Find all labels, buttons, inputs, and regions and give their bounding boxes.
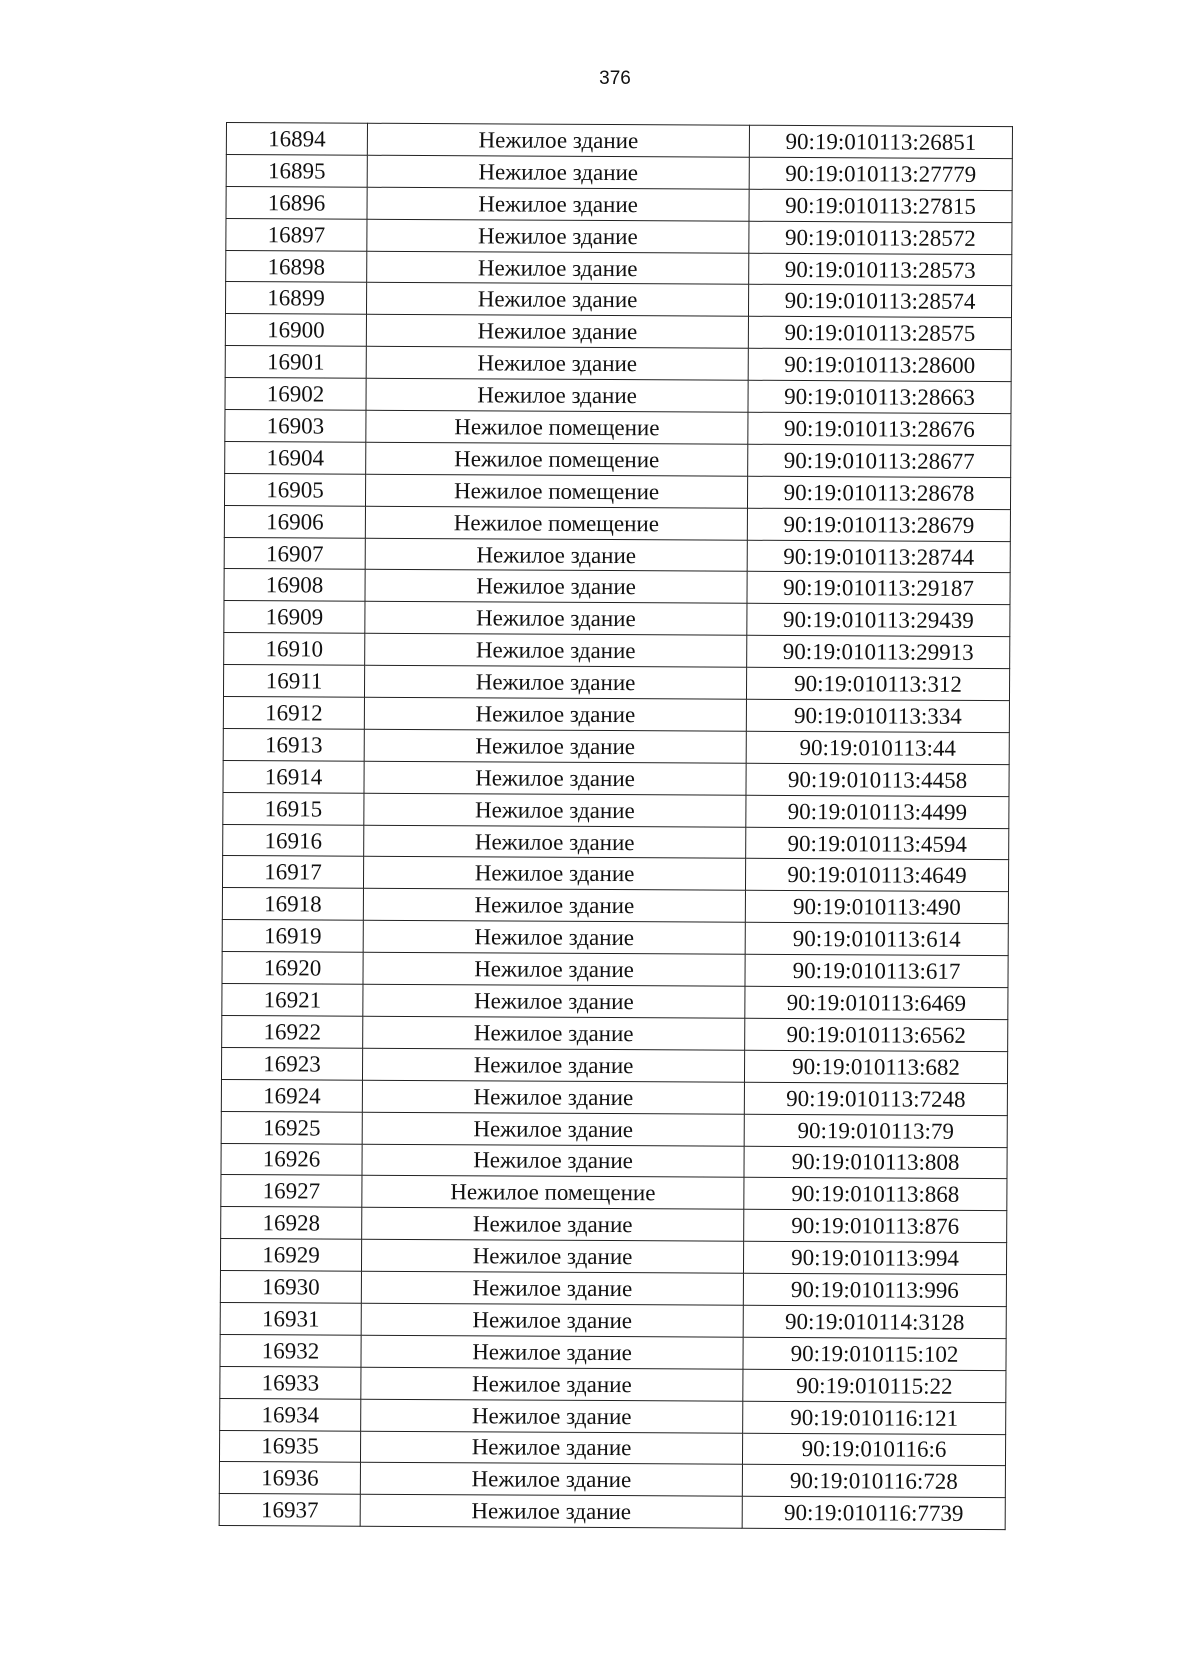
cadastral-number-cell: 90:19:010113:28574 — [748, 285, 1011, 318]
object-type-cell: Нежилое здание — [360, 1463, 742, 1497]
object-type-cell: Нежилое здание — [365, 633, 747, 667]
cadastral-number-cell: 90:19:010114:3128 — [743, 1305, 1006, 1338]
table-row — [221, 1047, 1007, 1083]
object-type-cell: Нежилое здание — [367, 123, 749, 157]
page-number: 376 — [599, 68, 631, 89]
cadastral-number-cell: 90:19:010113:28663 — [748, 380, 1011, 413]
object-type-cell: Нежилое здание — [367, 219, 749, 253]
table-row — [222, 888, 1008, 924]
object-type-cell: Нежилое здание — [364, 761, 746, 795]
cadastral-number-cell: 90:19:010113:994 — [743, 1241, 1006, 1274]
row-number-cell: 16919 — [222, 920, 363, 953]
object-type-cell: Нежилое здание — [360, 1431, 742, 1465]
cadastral-number-cell: 90:19:010113:996 — [743, 1273, 1006, 1306]
row-number-cell: 16937 — [219, 1494, 360, 1527]
object-type-cell: Нежилое здание — [361, 1239, 743, 1273]
table-row — [221, 1079, 1007, 1115]
cadastral-number-cell: 90:19:010113:4499 — [746, 795, 1009, 828]
table-row — [220, 1302, 1006, 1338]
object-type-cell: Нежилое здание — [362, 1080, 744, 1114]
row-number-cell: 16895 — [226, 154, 367, 187]
cadastral-number-cell: 90:19:010113:28575 — [748, 317, 1011, 350]
table-row — [220, 1271, 1006, 1307]
object-type-cell: Нежилое здание — [364, 793, 746, 827]
row-number-cell: 16927 — [221, 1175, 362, 1208]
object-type-cell: Нежилое здание — [363, 984, 745, 1018]
table-row — [226, 186, 1012, 222]
row-number-cell: 16905 — [224, 473, 365, 506]
object-type-cell: Нежилое здание — [361, 1271, 743, 1305]
row-number-cell: 16934 — [220, 1398, 361, 1431]
object-type-cell: Нежилое здание — [364, 697, 746, 731]
cadastral-number-cell: 90:19:010113:312 — [746, 667, 1009, 700]
row-number-cell: 16899 — [225, 282, 366, 315]
table-row — [221, 1207, 1007, 1243]
object-type-cell: Нежилое здание — [363, 952, 745, 986]
object-type-cell: Нежилое здание — [366, 346, 748, 380]
row-number-cell: 16901 — [225, 346, 366, 379]
object-type-cell: Нежилое здание — [364, 729, 746, 763]
cadastral-number-cell: 90:19:010113:29439 — [747, 604, 1010, 637]
cadastral-number-cell: 90:19:010116:728 — [742, 1465, 1005, 1498]
row-number-cell: 16916 — [223, 824, 364, 857]
table-row — [225, 378, 1011, 414]
cadastral-number-cell: 90:19:010113:28678 — [747, 476, 1010, 509]
cadastral-number-cell: 90:19:010113:29913 — [747, 635, 1010, 668]
object-type-cell: Нежилое здание — [362, 1208, 744, 1242]
table-row — [224, 537, 1010, 573]
row-number-cell: 16926 — [221, 1143, 362, 1176]
row-number-cell: 16898 — [226, 250, 367, 283]
cadastral-number-cell: 90:19:010113:27779 — [749, 157, 1012, 190]
row-number-cell: 16924 — [221, 1079, 362, 1112]
table-row — [221, 1111, 1007, 1147]
object-type-cell: Нежилое здание — [362, 1048, 744, 1082]
row-number-cell: 16930 — [220, 1271, 361, 1304]
table-row — [220, 1334, 1006, 1370]
table-row — [219, 1494, 1005, 1530]
cadastral-number-cell: 90:19:010113:4458 — [746, 763, 1009, 796]
object-type-cell: Нежилое здание — [366, 315, 748, 349]
object-type-cell: Нежилое здание — [363, 1016, 745, 1050]
cadastral-number-cell: 90:19:010113:6562 — [745, 1018, 1008, 1051]
table-row — [222, 984, 1008, 1020]
cadastral-number-cell: 90:19:010113:28573 — [749, 253, 1012, 286]
table-row — [223, 792, 1009, 828]
row-number-cell: 16933 — [220, 1366, 361, 1399]
row-number-cell: 16909 — [224, 601, 365, 634]
cadastral-number-cell: 90:19:010113:29187 — [747, 572, 1010, 605]
object-type-cell: Нежилое здание — [367, 155, 749, 189]
object-type-cell: Нежилое помещение — [365, 506, 747, 540]
table-row — [222, 856, 1008, 892]
object-type-cell: Нежилое здание — [365, 602, 747, 636]
cadastral-number-cell: 90:19:010113:28600 — [748, 348, 1011, 381]
table-row — [223, 697, 1009, 733]
row-number-cell: 16894 — [226, 123, 367, 156]
table-row — [220, 1366, 1006, 1402]
object-type-cell: Нежилое здание — [364, 825, 746, 859]
object-type-cell: Нежилое здание — [361, 1335, 743, 1369]
register-table — [219, 122, 1013, 1530]
row-number-cell: 16929 — [220, 1239, 361, 1272]
table-row — [223, 824, 1009, 860]
row-number-cell: 16931 — [220, 1302, 361, 1335]
table-row — [222, 920, 1008, 956]
table-row — [226, 123, 1012, 159]
table-row — [224, 601, 1010, 637]
table-row — [224, 633, 1010, 669]
table-row — [224, 473, 1010, 509]
cadastral-number-cell: 90:19:010116:6 — [742, 1433, 1005, 1466]
table-row — [222, 952, 1008, 988]
row-number-cell: 16921 — [222, 984, 363, 1017]
object-type-cell: Нежилое здание — [361, 1303, 743, 1337]
cadastral-number-cell: 90:19:010113:7248 — [744, 1082, 1007, 1115]
row-number-cell: 16935 — [219, 1430, 360, 1463]
table-row — [225, 314, 1011, 350]
table-row — [225, 346, 1011, 382]
table-row — [221, 1143, 1007, 1179]
table-row — [225, 441, 1011, 477]
object-type-cell: Нежилое здание — [360, 1495, 742, 1529]
cadastral-number-cell: 90:19:010113:4594 — [746, 827, 1009, 860]
object-type-cell: Нежилое здание — [361, 1367, 743, 1401]
object-type-cell: Нежилое здание — [364, 665, 746, 699]
cadastral-number-cell: 90:19:010113:26851 — [749, 125, 1012, 158]
object-type-cell: Нежилое здание — [366, 283, 748, 317]
cadastral-number-cell: 90:19:010113:490 — [745, 891, 1008, 924]
object-type-cell: Нежилое здание — [361, 1399, 743, 1433]
row-number-cell: 16902 — [225, 378, 366, 411]
table-row — [221, 1175, 1007, 1211]
object-type-cell: Нежилое здание — [367, 251, 749, 285]
cadastral-number-cell: 90:19:010113:868 — [744, 1178, 1007, 1211]
table-row — [225, 410, 1011, 446]
cadastral-number-cell: 90:19:010115:22 — [743, 1369, 1006, 1402]
cadastral-number-cell: 90:19:010113:27815 — [749, 189, 1012, 222]
object-type-cell: Нежилое здание — [363, 889, 745, 923]
cadastral-number-cell: 90:19:010113:44 — [746, 731, 1009, 764]
row-number-cell: 16897 — [226, 218, 367, 251]
row-number-cell: 16913 — [223, 728, 364, 761]
cadastral-number-cell: 90:19:010113:28744 — [747, 540, 1010, 573]
row-number-cell: 16914 — [223, 760, 364, 793]
cadastral-number-cell: 90:19:010113:876 — [744, 1210, 1007, 1243]
row-number-cell: 16923 — [221, 1047, 362, 1080]
cadastral-number-cell: 90:19:010113:682 — [744, 1050, 1007, 1083]
table-row — [225, 282, 1011, 318]
cadastral-number-cell: 90:19:010113:334 — [746, 699, 1009, 732]
register-table-body — [219, 123, 1012, 1530]
cadastral-number-cell: 90:19:010113:614 — [745, 922, 1008, 955]
row-number-cell: 16911 — [223, 665, 364, 698]
cadastral-number-cell: 90:19:010113:28677 — [748, 444, 1011, 477]
row-number-cell: 16936 — [219, 1462, 360, 1495]
row-number-cell: 16915 — [223, 792, 364, 825]
cadastral-number-cell: 90:19:010113:808 — [744, 1146, 1007, 1179]
table-row — [226, 154, 1012, 190]
object-type-cell: Нежилое помещение — [362, 1176, 744, 1210]
row-number-cell: 16910 — [224, 633, 365, 666]
table-row — [219, 1462, 1005, 1498]
table-row — [224, 505, 1010, 541]
object-type-cell: Нежилое здание — [363, 857, 745, 891]
object-type-cell: Нежилое здание — [365, 538, 747, 572]
object-type-cell: Нежилое здание — [367, 187, 749, 221]
table-row — [226, 218, 1012, 254]
cadastral-number-cell: 90:19:010113:28679 — [747, 508, 1010, 541]
cadastral-number-cell: 90:19:010116:121 — [743, 1401, 1006, 1434]
cadastral-number-cell: 90:19:010113:4649 — [745, 859, 1008, 892]
row-number-cell: 16900 — [225, 314, 366, 347]
row-number-cell: 16917 — [222, 856, 363, 889]
row-number-cell: 16906 — [224, 505, 365, 538]
row-number-cell: 16907 — [224, 537, 365, 570]
object-type-cell: Нежилое помещение — [366, 410, 748, 444]
cadastral-number-cell: 90:19:010113:617 — [745, 954, 1008, 987]
row-number-cell: 16932 — [220, 1334, 361, 1367]
object-type-cell: Нежилое помещение — [366, 442, 748, 476]
table-row — [220, 1398, 1006, 1434]
row-number-cell: 16904 — [225, 441, 366, 474]
row-number-cell: 16928 — [221, 1207, 362, 1240]
cadastral-number-cell: 90:19:010115:102 — [743, 1337, 1006, 1370]
row-number-cell: 16918 — [222, 888, 363, 921]
row-number-cell: 16903 — [225, 410, 366, 443]
row-number-cell: 16922 — [222, 1015, 363, 1048]
object-type-cell: Нежилое здание — [362, 1144, 744, 1178]
object-type-cell: Нежилое помещение — [365, 474, 747, 508]
cadastral-number-cell: 90:19:010113:28676 — [748, 412, 1011, 445]
row-number-cell: 16925 — [221, 1111, 362, 1144]
object-type-cell: Нежилое здание — [366, 378, 748, 412]
table-row — [219, 1430, 1005, 1466]
row-number-cell: 16896 — [226, 186, 367, 219]
table-row — [220, 1239, 1006, 1275]
object-type-cell: Нежилое здание — [362, 1112, 744, 1146]
object-type-cell: Нежилое здание — [365, 570, 747, 604]
table-row — [223, 728, 1009, 764]
object-type-cell: Нежилое здание — [363, 920, 745, 954]
table-row — [223, 665, 1009, 701]
row-number-cell: 16908 — [224, 569, 365, 602]
table-row — [226, 250, 1012, 286]
cadastral-number-cell: 90:19:010113:79 — [744, 1114, 1007, 1147]
cadastral-number-cell: 90:19:010113:28572 — [749, 221, 1012, 254]
cadastral-number-cell: 90:19:010116:7739 — [742, 1497, 1005, 1530]
row-number-cell: 16920 — [222, 952, 363, 985]
cadastral-number-cell: 90:19:010113:6469 — [745, 986, 1008, 1019]
row-number-cell: 16912 — [223, 697, 364, 730]
table-row — [223, 760, 1009, 796]
table-row — [222, 1015, 1008, 1051]
table-row — [224, 569, 1010, 605]
